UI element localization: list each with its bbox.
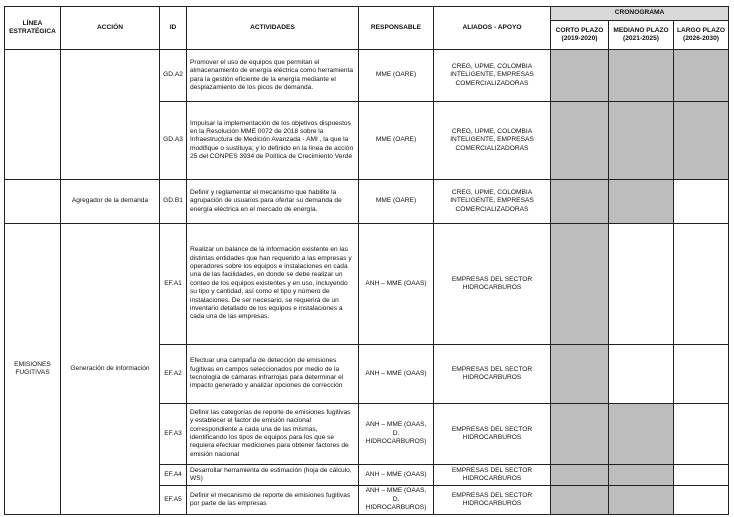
- header-aliados: ALIADOS - APOYO: [434, 7, 551, 50]
- row-allies: CREG, UPME, COLOMBIA INTELIGENTE, EMPRESAS COMERCIALIZADORAS: [434, 50, 551, 102]
- header-largo-plazo: LARGO PLAZO (2026-2030): [674, 21, 729, 50]
- accion-agregador: Agregador de la demanda: [61, 180, 160, 224]
- schedule-long-cell: [674, 345, 729, 404]
- row-responsible: MME (OARE): [359, 50, 434, 102]
- header-actividades: ACTIVIDADES: [187, 7, 359, 50]
- row-allies: EMPRESAS DEL SECTOR HIDROCARBUROS: [434, 404, 551, 465]
- schedule-long-cell: [674, 465, 729, 486]
- row-responsible: ANH – MME (OAAS): [359, 345, 434, 404]
- row-activity: Promover el uso de equipos que permitan el almacenamiento de energía eléctrica como herramienta para la gestión eficiente de la energía mediante el desplazamiento de los picos de demanda.: [187, 50, 359, 102]
- header-mediano-plazo: MEDIANO PLAZO (2021-2025): [609, 21, 674, 50]
- row-responsible: ANH – MME (OAAS): [359, 465, 434, 486]
- row-allies: EMPRESAS DEL SECTOR HIDROCARBUROS: [434, 486, 551, 515]
- row-responsible: MME (OARE): [359, 180, 434, 224]
- schedule-long-cell: [674, 102, 729, 180]
- schedule-medium-cell: [609, 102, 674, 180]
- row-id: GD.A3: [160, 102, 187, 180]
- row-id: GD.B1: [160, 180, 187, 224]
- row-activity: Desarrollar herramienta de estimación (hoja de cálculo, WS): [187, 465, 359, 486]
- header-cronograma: CRONOGRAMA: [551, 7, 729, 21]
- header-responsable: RESPONSABLE: [359, 7, 434, 50]
- table-row: [5, 224, 729, 345]
- row-allies: EMPRESAS DEL SECTOR HIDROCARBUROS: [434, 465, 551, 486]
- schedule-short-cell: [551, 180, 609, 224]
- schedule-short-cell: [551, 345, 609, 404]
- row-activity: Realizar un balance de la información existente en las distintas entidades que han requerido a las empresas y operadores sobre los equipos e instalaciones en cada una de las facilidades, en donde se debe realizar un conteo de los equipos existentes y en uso, incluyendo su tipo y cantidad, así como el tipo y número de instalaciones. De ser necesario, se requerirá de un inventario detallado de los equipos e instalaciones a cada una de las empresas.: [187, 224, 359, 345]
- schedule-long-cell: [674, 50, 729, 102]
- schedule-medium-cell: [609, 404, 674, 465]
- header-accion: ACCIÓN: [61, 7, 160, 50]
- row-responsible: ANH – MME (OAAS): [359, 224, 434, 345]
- row-allies: CREG, UPME, COLOMBIA INTELIGENTE, EMPRESAS COMERCIALIZADORAS: [434, 180, 551, 224]
- row-id: GD.A2: [160, 50, 187, 102]
- schedule-short-cell: [551, 224, 609, 345]
- table-row: [5, 50, 729, 102]
- row-responsible: ANH – MME (OAAS, D. HIDROCARBUROS): [359, 486, 434, 515]
- header-id: ID: [160, 7, 187, 50]
- row-responsible: ANH – MME (OAAS, D. HIDROCARBUROS): [359, 404, 434, 465]
- table-row: [5, 180, 729, 224]
- schedule-short-cell: [551, 465, 609, 486]
- linea-cell-empty: [5, 180, 61, 224]
- schedule-medium-cell: [609, 465, 674, 486]
- row-id: EF.A1: [160, 224, 187, 345]
- row-id: EF.A4: [160, 465, 187, 486]
- row-activity: Definir el mecanismo de reporte de emisiones fugitivas por parte de las empresas: [187, 486, 359, 515]
- accion-generacion-informacion: Generación de información: [61, 224, 160, 515]
- row-responsible: MME (OARE): [359, 102, 434, 180]
- header-linea-estrategica: LÍNEA ESTRATÉGICA: [5, 7, 61, 50]
- header-corto-plazo: CORTO PLAZO (2019-2020): [551, 21, 609, 50]
- row-activity: Definir las categorías de reporte de emisiones fugitivas y establecer el factor de emisión nacional correspondiente a cada una de las mismas, identificando los tipos de equipos para los que se requiera efectuar mediciones para obtener factores de emisión nacional: [187, 404, 359, 465]
- schedule-long-cell: [674, 404, 729, 465]
- row-id: EF.A3: [160, 404, 187, 465]
- row-id: EF.A5: [160, 486, 187, 515]
- schedule-medium-cell: [609, 345, 674, 404]
- schedule-short-cell: [551, 404, 609, 465]
- schedule-long-cell: [674, 486, 729, 515]
- row-activity: Efectuar una campaña de detección de emisiones fugitivas en campos seleccionados por medio de la tecnología de cámaras infrarrojas para determinar el impacto generado y analizar opciones de corrección: [187, 345, 359, 404]
- row-activity: Definir y reglamentar el mecanismo que habilite la agrupación de usuarios para ofertar su demanda de energía eléctrica en el mercado de energía.: [187, 180, 359, 224]
- schedule-short-cell: [551, 486, 609, 515]
- schedule-long-cell: [674, 180, 729, 224]
- schedule-long-cell: [674, 224, 729, 345]
- schedule-medium-cell: [609, 224, 674, 345]
- linea-emisiones-fugitivas: EMISIONES FUGITIVAS: [5, 224, 61, 515]
- schedule-medium-cell: [609, 50, 674, 102]
- accion-cell-empty: [61, 50, 160, 180]
- action-plan-table: [4, 6, 729, 515]
- row-activity: Impulsar la implementación de los objetivos dispuestos en la Resolución MME 0072 de 2018 sobre la Infraestructura de Medición Avanzada - AMI , la que la modifique o sustituya; y lo definido en la línea de acción 25 del CONPES 3934 de Política de Crecimiento Verde: [187, 102, 359, 180]
- schedule-short-cell: [551, 50, 609, 102]
- schedule-short-cell: [551, 102, 609, 180]
- row-allies: EMPRESAS DEL SECTOR HIDROCARBUROS: [434, 345, 551, 404]
- row-allies: EMPRESAS DEL SECTOR HIDROCARBUROS: [434, 224, 551, 345]
- schedule-medium-cell: [609, 180, 674, 224]
- schedule-medium-cell: [609, 486, 674, 515]
- row-id: EF.A2: [160, 345, 187, 404]
- row-allies: CREG, UPME, COLOMBIA INTELIGENTE, EMPRESAS COMERCIALIZADORAS: [434, 102, 551, 180]
- linea-cell-empty: [5, 50, 61, 180]
